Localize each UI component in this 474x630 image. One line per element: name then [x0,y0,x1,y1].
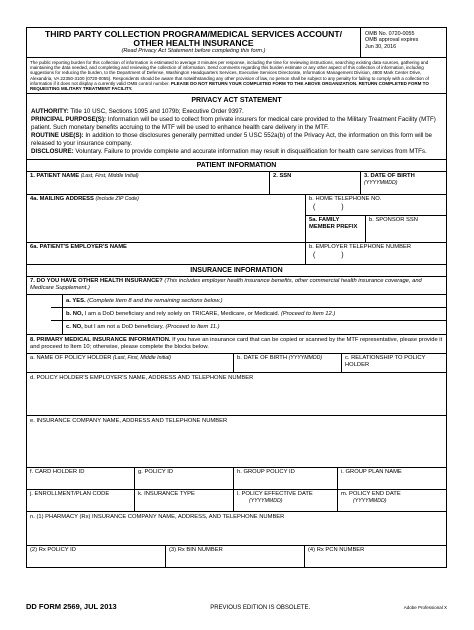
patient-row-1 [27,172,446,195]
q8-row-rx [27,546,446,567]
purpose-paragraph [31,116,442,132]
q7c-checkbox[interactable] [51,321,63,334]
patient-name-field[interactable] [27,172,270,194]
dd-form-2569 [26,27,447,568]
burden-return-notice: PLEASE DO NOT RETURN YOUR COMPLETED FORM TO THE ABOVE ORGANIZATION. RETURN COMPLETED FORM TO REQUESTING MILITARY TREATMENT FACILITY. [30,80,429,92]
q8e-label: e. INSURANCE COMPANY NAME, ADDRESS AND TELEPHONE NUMBER [30,418,228,425]
insurance-type-field[interactable]: k. INSURANCE TYPE [135,490,234,511]
q8b-hint: (YYYYMMDD) [288,355,323,362]
omb-expires: OMB approval expires [365,37,419,44]
q7b-hint: (Proceed to Item 12.) [280,310,336,317]
policy-holder-dob-field[interactable] [234,354,342,372]
group-policy-id-field[interactable]: h. GROUP POLICY ID [234,468,338,489]
form-header [27,28,446,58]
relationship-field[interactable]: c. RELATIONSHIP TO POLICY HOLDER [345,355,426,369]
patient-name-hint: (Last, First, Middle Initial) [80,173,139,180]
purpose-label: PRINCIPAL PURPOSE(S): [31,116,107,124]
q8a-hint: (Last, First, Middle Initial) [113,355,171,362]
pharmacy-insurance-field[interactable] [27,512,446,546]
rx-pcn-number-field[interactable]: (4) Rx PCN NUMBER [308,547,365,554]
form-number: DD FORM 2569, JUL 2013 [26,602,117,611]
home-phone-field[interactable] [306,195,446,216]
q8-label: 8. PRIMARY MEDICAL INSURANCE INFORMATION. [30,337,171,344]
rx-policy-id-field[interactable]: (2) Rx POLICY ID [27,546,166,567]
purpose-text: Information will be used to collect from private insurers for medical care provided to the Military Treatment Facility (MTF) patient. Such monetary benefits accruing to the MTF will be used to enhance health care delivery in the MTF. [31,116,436,132]
software-note: Adobe Professional X [403,605,447,610]
authority-paragraph [31,108,442,116]
policy-holder-employer-field[interactable] [27,373,446,416]
q8m-label: m. POLICY END DATE [341,491,401,498]
omb-date: Jun 30, 2016 [365,43,397,50]
dob-hint: (YYYYMMDD) [364,180,398,187]
q7c-label: c. NO, [66,324,83,331]
disclosure-text: Voluntary. Failure to provide complete and accurate information may result in disqualification for health care services from MTFs. [75,148,427,156]
group-plan-name-field[interactable]: i. GROUP PLAN NAME [341,469,402,476]
q8m-hint: (YYYYMMDD) [353,498,387,505]
privacy-act-heading: PRIVACY ACT STATEMENT [27,94,446,108]
patient-row-2 [27,195,446,243]
q8b-label: b. DATE OF BIRTH [237,355,288,362]
employer-name-field[interactable] [27,243,306,264]
q7-hint: (This includes employer health insurance benefits, other commercial health insurance coverage, and Medicare Supplement.) [30,278,422,292]
q7c-hint: (Proceed to Item 11.) [165,324,220,331]
question-8 [27,335,446,354]
employer-phone-label: b. EMPLOYER TELEPHONE NUMBER [309,244,412,251]
policy-effective-date-field[interactable] [234,490,338,511]
disclosure-paragraph [31,148,442,156]
q7-option-no-non-dod[interactable] [51,321,446,334]
authority-label: AUTHORITY: [31,108,69,116]
form-subtitle: (Read Privacy Act Statement before completing this form.) [121,48,266,54]
q8l-hint: (YYYYMMDD) [249,498,283,505]
q8-row-fghi [27,468,446,490]
routine-use-label: ROUTINE USE(S): [31,132,84,140]
employer-phone-field[interactable] [306,243,446,264]
q7a-label: a. YES. [66,297,86,304]
employer-phone-area-code: ( ) [313,252,356,260]
omb-number: OMB No. 0720-0055 [365,31,415,37]
q7b-label: b. NO, [66,310,84,317]
ssn-field[interactable] [270,172,361,194]
family-member-prefix-field[interactable]: 5a. FAMILY MEMBER PREFIX [306,216,366,242]
ssn-label: 2. SSN [273,173,292,180]
patient-name-label: 1. PATIENT NAME [30,173,80,180]
q7c-text: but I am not a DoD beneficiary. [84,324,164,331]
rx-bin-number-field[interactable]: (3) Rx BIN NUMBER [166,546,305,567]
form-title-line2: OTHER HEALTH INSURANCE [133,38,254,48]
obsolete-notice: PREVIOUS EDITION IS OBSOLETE. [210,605,311,611]
dob-label: 3. DATE OF BIRTH [364,173,415,180]
card-holder-id-field[interactable]: f. CARD HOLDER ID [27,468,135,489]
insurance-company-field[interactable] [27,416,446,468]
q7-option-no-dod[interactable] [51,308,446,321]
q8a-label: a. NAME OF POLICY HOLDER [30,355,112,362]
q7a-hint: (Complete Item 8 and the remaining sections below.) [87,297,223,304]
q8-row-jklm [27,490,446,512]
burden-statement [27,58,446,94]
sponsor-ssn-field[interactable]: b. SPONSOR SSN [369,217,418,224]
enrollment-plan-code-field[interactable]: j. ENROLLMENT/PLAN CODE [27,490,135,511]
q7b-text: I am a DoD beneficiary and rely solely on TRICARE, Medicare, or Medicaid. [84,310,280,317]
form-title-block [27,28,361,57]
policy-holder-name-field[interactable] [27,354,234,372]
disclosure-label: DISCLOSURE: [31,148,74,156]
dob-field[interactable] [361,172,446,194]
burden-text: The public reporting burden for this collection of information is estimated to average 3 minutes per response, including the time for reviewing instructions, searching existing data sources, gathering and maintaining the data needed, and completing and reviewing the collection of information. Send comments regarding this burden estimate or any other aspect of this collection of information, including suggestions for reducing the burden, to the Department of Defense, Washington Headquarters Services, Executive Services Directorate, Information Management Division, 4800 Mark Center Drive, Alexandria, VA 22350-3100 (0720-0055). Respondents should be aware that notwithstanding any other provision of law, no person shall be subject to any penalty for failing to comply with a collection of information if it does not display a currently valid OMB control number. [30,60,429,86]
q8d-label: d. POLICY HOLDER'S EMPLOYER'S NAME, ADDRESS AND TELEPHONE NUMBER [30,375,254,382]
home-phone-label: b. HOME TELEPHONE NO. [309,196,382,203]
question-7 [27,277,446,335]
form-title-line1: THIRD PARTY COLLECTION PROGRAM/MEDICAL SERVICES ACCOUNT/ [45,29,342,39]
q7-label: 7. DO YOU HAVE OTHER HEALTH INSURANCE? [30,278,163,285]
policy-end-date-field[interactable] [338,490,446,511]
q8-row-abc [27,354,446,373]
mailing-address-label: 4a. MAILING ADDRESS [30,196,94,203]
q8l-label: l. POLICY EFFECTIVE DATE [237,491,313,498]
home-phone-area-code: ( ) [313,204,356,212]
q7b-checkbox[interactable] [51,308,63,321]
q8-text: If you have an insurance card that can be copied or scanned by the MTF representative, please provide it and proceed to Item 10; otherwise, please complete the blocks below. [30,337,443,351]
q7-option-yes[interactable] [51,295,446,308]
policy-id-field[interactable]: g. POLICY ID [135,468,234,489]
form-footer [26,602,447,611]
routine-use-paragraph [31,132,442,148]
authority-text: Title 10 USC, Sections 1095 and 1079b; Executive Order 9397. [70,108,244,116]
mailing-address-field[interactable] [27,195,306,242]
omb-block [361,28,446,57]
insurance-info-heading: INSURANCE INFORMATION [27,265,446,276]
patient-row-3 [27,243,446,265]
q8n-label: n. (1) PHARMACY (Rx) INSURANCE COMPANY NAME, ADDRESS, AND TELEPHONE NUMBER [30,514,285,521]
employer-name-label: 6a. PATIENT'S EMPLOYER'S NAME [30,244,127,251]
routine-use-text: In addition to those disclosures generally permitted under 5 USC 552a(b) of the Privacy Act, the information on this form will be released to your insurance company. [31,132,433,148]
mailing-address-hint: (Include ZIP Code) [95,196,139,203]
patient-info-heading: PATIENT INFORMATION [27,160,446,171]
q7a-checkbox[interactable] [51,295,63,308]
privacy-act-section [27,94,446,160]
